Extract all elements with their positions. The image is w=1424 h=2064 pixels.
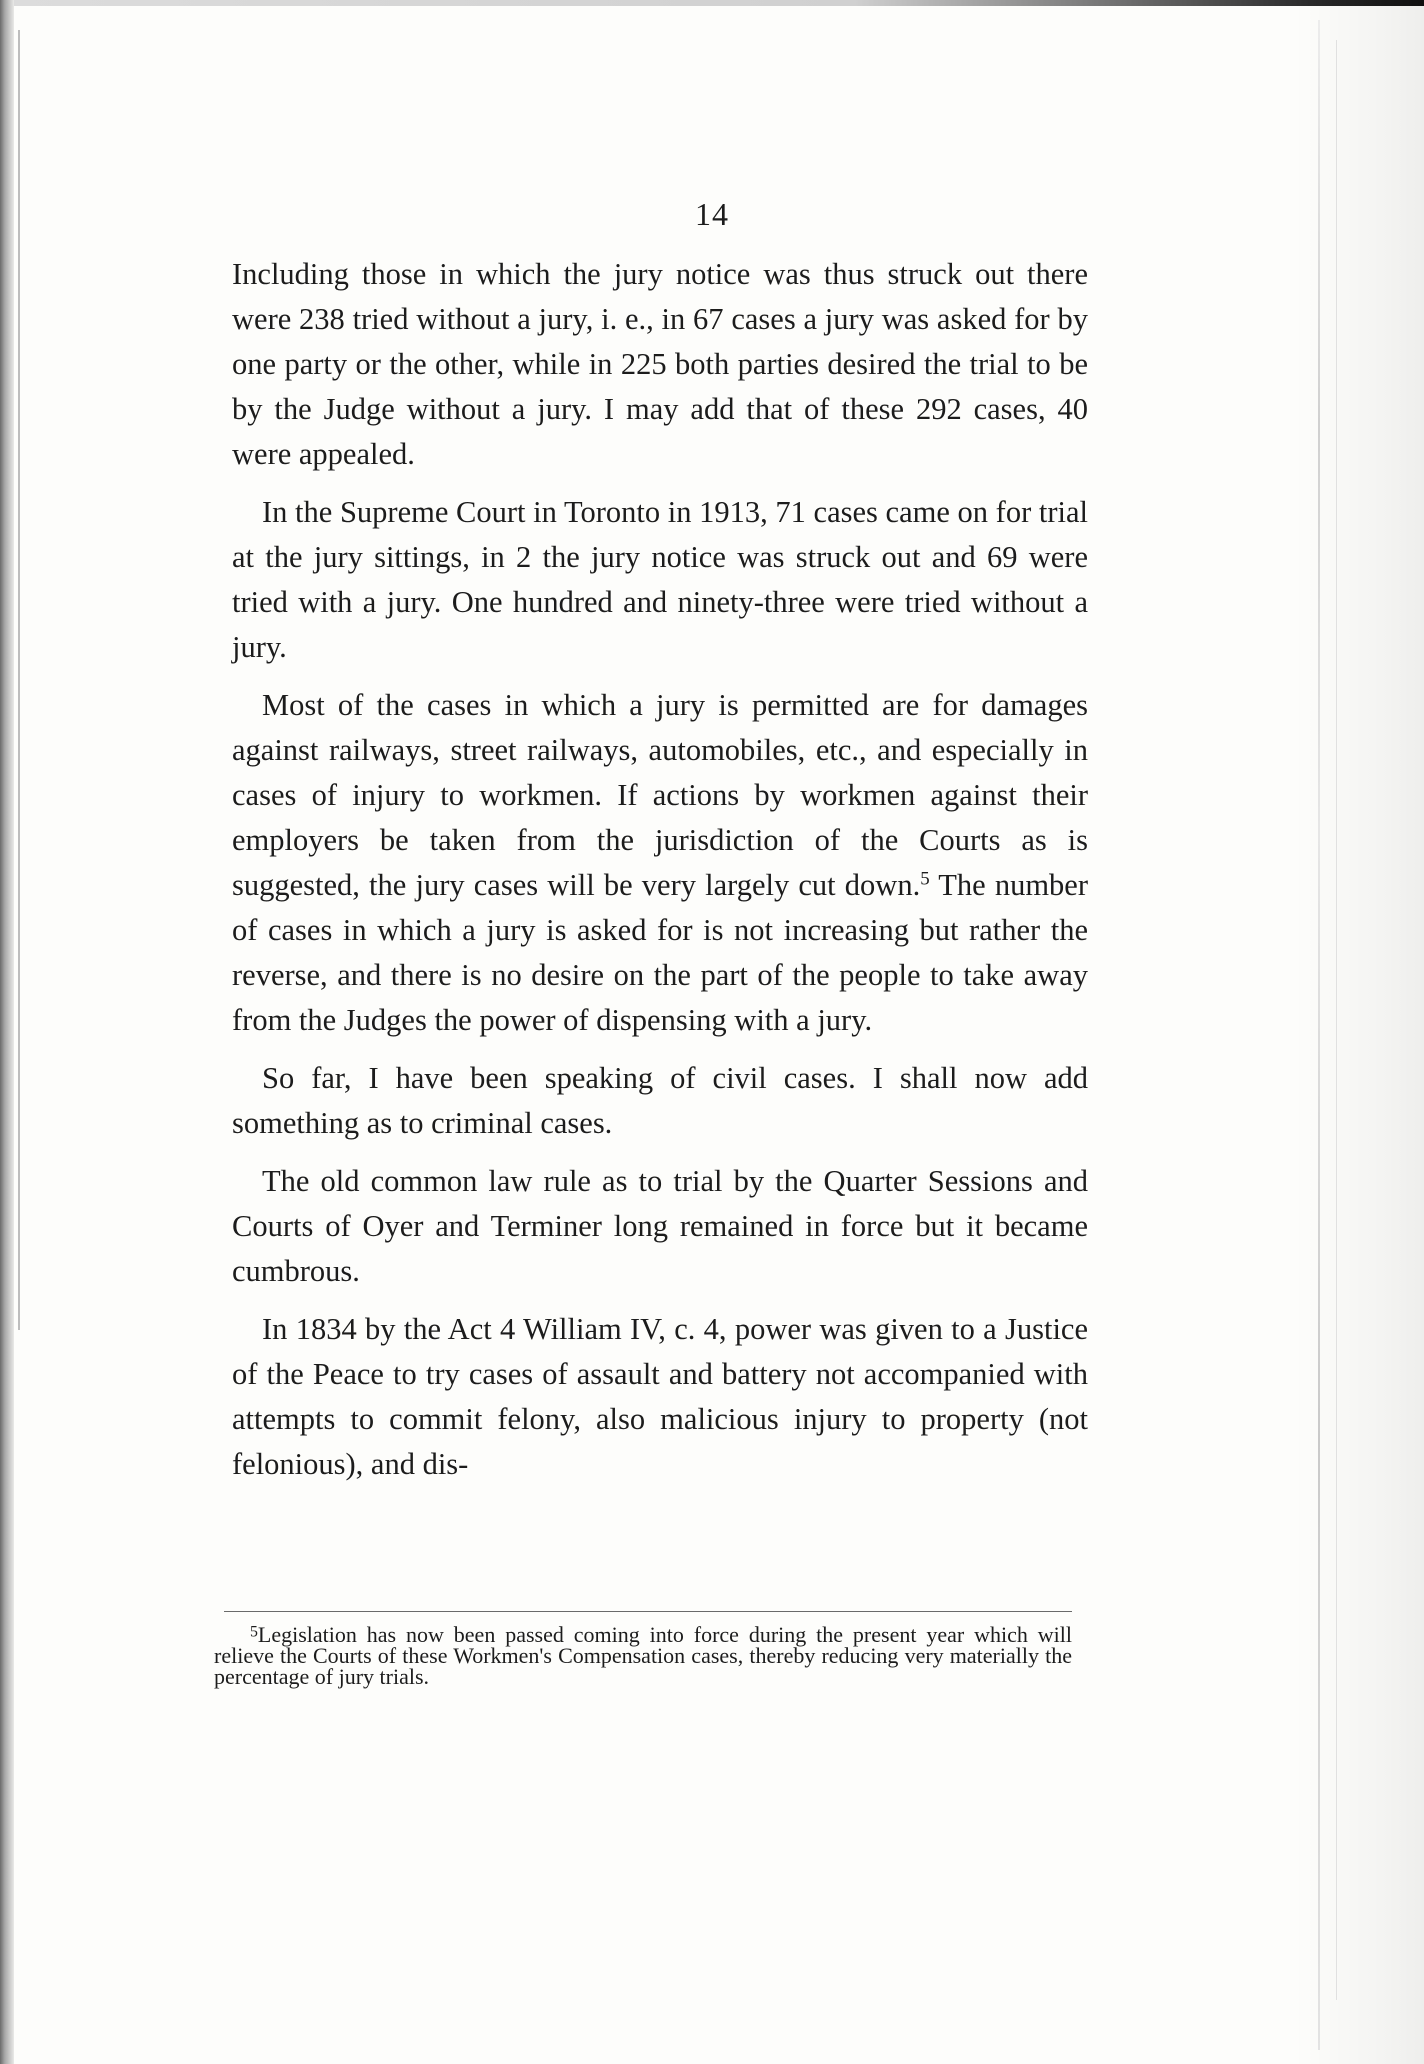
paragraph-4: So far, I have been speaking of civil cases. I shall now add something as to criminal cases. (232, 1061, 1088, 1140)
page-edge-line (1336, 40, 1337, 2000)
paragraph-6: In 1834 by the Act 4 William IV, c. 4, power was given to a Justice of the Peace to try cases of assault and battery not accompanied with attempts to commit felony, also malicious injury to property (not felonious), and dis- (232, 1312, 1088, 1481)
paragraph-3 (232, 683, 1088, 1043)
body-text (232, 252, 1088, 1500)
page-top-edge (0, 0, 1424, 6)
footnote-mark: 5 (250, 1623, 258, 1641)
paragraph-3-text-after: The number of cases in which a jury is asked for is not increasing but rather the reverse, and there is no desire on the part of the people to take away from the Judges the power of dispensing with a jury. (232, 868, 1089, 1037)
page-right-shadow (1294, 0, 1424, 2064)
page-fold-line (1318, 20, 1320, 2050)
paragraph-5: The old common law rule as to trial by the Quarter Sessions and Courts of Oyer and Terminer long remained in force but it became cumbrous. (232, 1164, 1088, 1288)
footnote-text: Legislation has now been passed coming into force during the present year which will relieve the Courts of these Workmen's Compensation cases, thereby reducing very materially the percentage of jury trials. (214, 1622, 1072, 1689)
footnote (214, 1624, 1072, 1687)
page-number: 14 (695, 196, 729, 232)
footnote-reference: 5 (920, 868, 930, 890)
paragraph-2: In the Supreme Court in Toronto in 1913, 71 cases came on for trial at the jury sittings, in 2 the jury notice was struck out and 69 were tried with a jury. One hundred and ninety-three were tried without a jury. (232, 495, 1088, 664)
footnote-divider (224, 1611, 1072, 1612)
page-left-edge (0, 0, 14, 2064)
paragraph-1: Including those in which the jury notice was thus struck out there were 238 tried without a jury, i. e., in 67 cases a jury was asked for by one party or the other, while in 225 both parties desired the trial to be by the Judge without a jury. I may add that of these 292 cases, 40 were appealed. (232, 257, 1088, 471)
paragraph-3-text-before: Most of the cases in which a jury is permitted are for damages against railways, street railways, automobiles, etc., and especially in cases of injury to workmen. If actions by workmen against their employers be taken from the jurisdiction of the Courts as is suggested, the jury cases will be very largely cut down. (232, 688, 1088, 902)
